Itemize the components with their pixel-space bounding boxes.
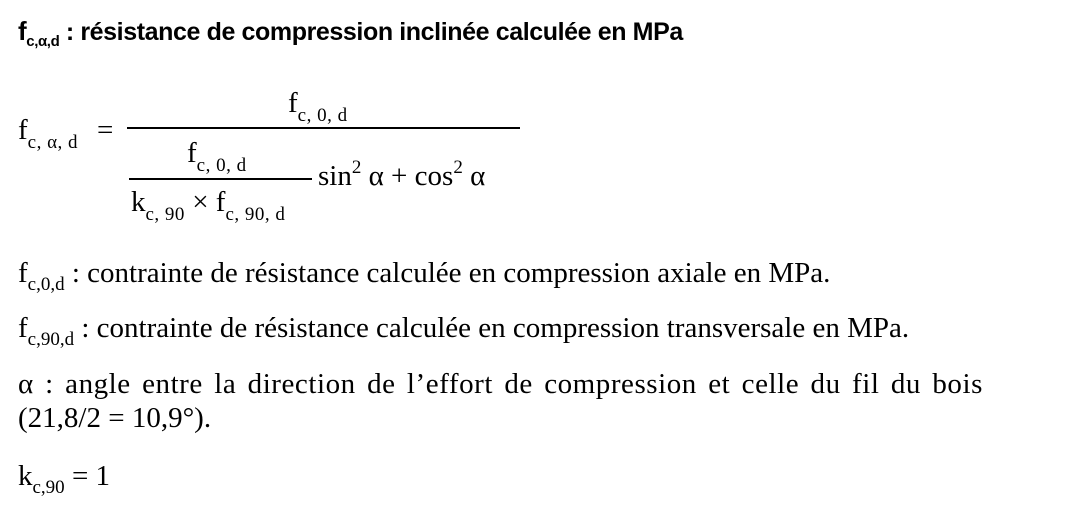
inner-numerator [187,137,247,176]
def-fc90d-symbol: f [18,312,28,344]
inner-den-f: f [215,186,226,218]
heading-text: : résistance de compression inclinée calculée en MPa [59,18,683,46]
trig-terms [318,157,486,192]
lhs-subscript: c, α, d [27,132,79,153]
cos-label: cos [414,160,454,192]
heading-symbol: f [18,16,27,46]
definition-fc0d [18,257,831,295]
cos-exponent: 2 [453,157,463,178]
sin-label: sin [318,160,352,192]
def-fc0d-subscript: c,0,d [27,274,65,295]
main-fraction-bar [127,127,520,129]
inner-denominator [131,186,286,225]
def-fc90d-text: : contrainte de résistance calculée en compression transversale en MPa. [74,312,910,344]
definition-kc90 [18,460,111,498]
inner-den-times: × [192,186,209,218]
inner-den-k: k [131,186,146,218]
inner-fraction-bar [129,178,312,180]
formula-lhs [18,114,79,153]
heading-subscript: c,α,d [26,33,60,50]
def-fc0d-symbol: f [18,257,28,289]
kc90-text: = 1 [64,460,111,492]
def-alpha-text-line1: : angle entre la direction de l’effort de compression et celle du fil du bois [33,368,983,400]
inner-num-subscript: c, 0, d [196,155,247,176]
formula-numerator [288,87,348,126]
formula-block [0,0,1085,240]
inner-den-k-subscript: c, 90 [145,204,185,225]
definition-alpha-line2: (21,8/2 = 10,9°). [18,402,212,434]
kc90-subscript: c,90 [32,477,65,498]
inner-num-symbol: f [187,137,197,169]
definition-fc90d [18,312,910,350]
def-alpha-symbol: α [18,368,34,400]
numerator-subscript: c, 0, d [297,105,348,126]
lhs-symbol: f [18,114,28,146]
sin-exponent: 2 [351,157,362,178]
def-fc0d-text: : contrainte de résistance calculée en compression axiale en MPa. [64,257,831,289]
kc90-symbol: k [18,460,33,492]
inner-den-f-subscript: c, 90, d [225,204,286,225]
formula-equals: = [97,114,114,146]
definition-alpha-line1 [18,370,1080,399]
plus-sign: + [391,160,408,192]
alpha-2: α [470,160,486,192]
numerator-symbol: f [288,87,298,119]
alpha-1: α [368,160,384,192]
def-fc90d-subscript: c,90,d [27,329,75,350]
